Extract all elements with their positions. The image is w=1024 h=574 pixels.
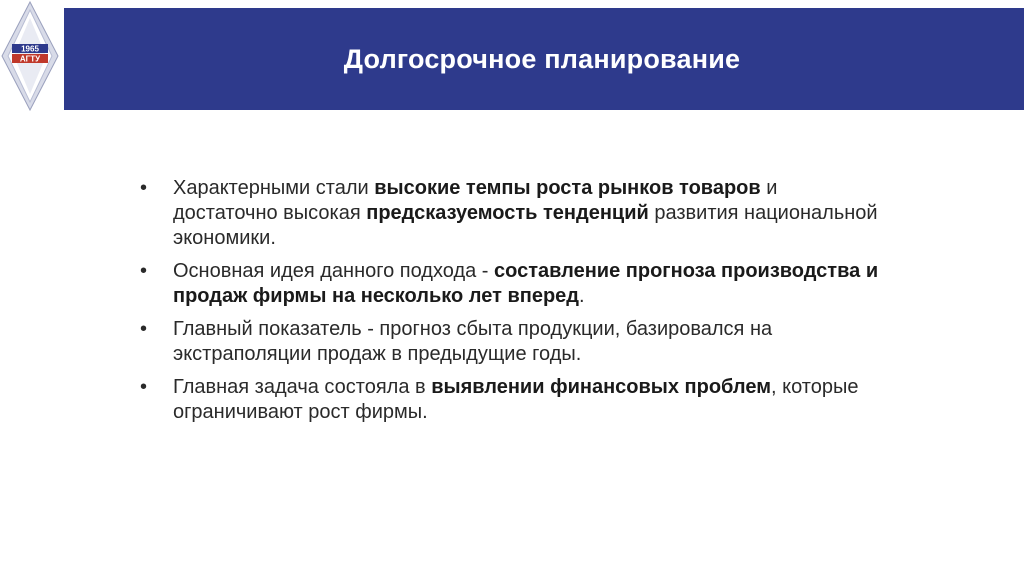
bullet-glyph: • <box>140 260 148 282</box>
bullet-glyph: • <box>140 177 148 199</box>
bullet-text-segment: Основная идея данного подхода - <box>173 260 495 282</box>
bullet-text-bold: составление прогноза производства и продаж фирмы на несколько лет вперед <box>173 260 879 307</box>
bullet-list-container <box>140 176 880 433</box>
bullet-text-segment: , которые ограничивают рост фирмы. <box>173 376 859 423</box>
page-title-text: Долгосрочное планирование <box>343 43 741 74</box>
bullet-item <box>140 317 880 367</box>
bullet-text-bold: выявлении финансовых проблем <box>431 376 772 398</box>
bullet-glyph: • <box>140 318 148 340</box>
logo-text-top: 1965 <box>21 44 39 54</box>
university-diamond-logo-icon <box>0 0 60 112</box>
bullet-glyph: • <box>140 376 148 398</box>
bullet-item <box>140 176 880 251</box>
bullet-item <box>140 259 880 309</box>
bullet-text-bold: предсказуемость тенденций <box>366 202 649 224</box>
page-title <box>64 8 1024 110</box>
bullet-text-segment: развития национальной экономики. <box>173 202 878 249</box>
bullet-text-segment: и достаточно высокая <box>173 177 778 224</box>
bullet-text-segment: Главный показатель - прогноз сбыта продукции, базировался на экстраполяции продаж в предыдущие годы. <box>173 318 773 365</box>
bullet-item <box>140 375 880 425</box>
bullet-text-segment: Характерными стали <box>173 177 375 199</box>
bullet-list <box>140 176 880 425</box>
bullet-text-bold: высокие темпы роста рынков товаров <box>374 177 761 199</box>
bullet-text-segment: . <box>578 285 585 307</box>
logo-text-bottom: АГТУ <box>19 54 41 64</box>
bullet-text-segment: Главная задача состояла в <box>173 376 432 398</box>
